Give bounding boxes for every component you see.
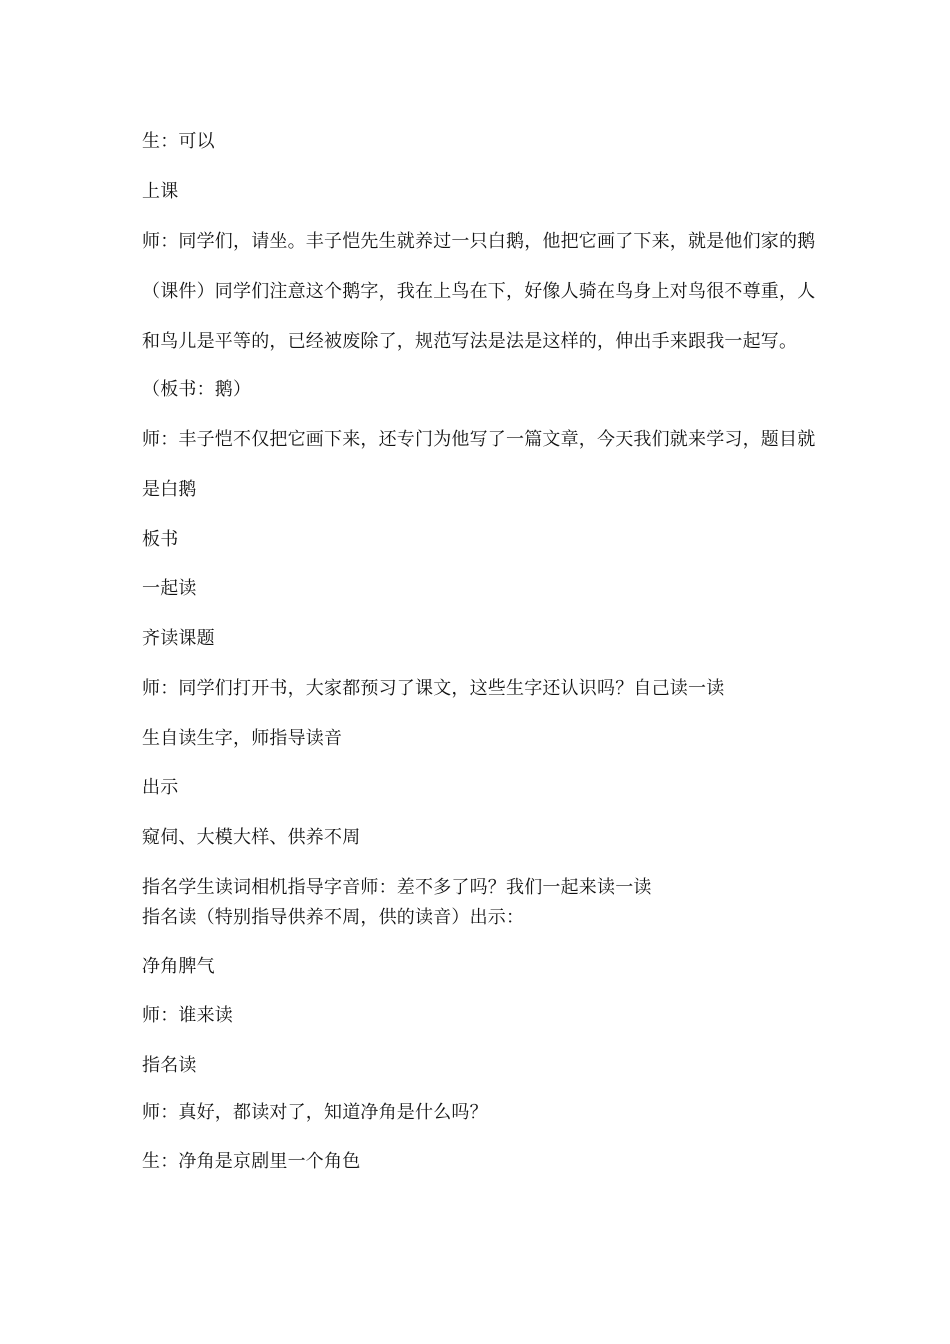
text-line: 是白鹅 (142, 479, 197, 500)
text-line: （课件）同学们注意这个鹅字，我在上鸟在下，好像人骑在鸟身上对鸟很不尊重，人 (142, 281, 816, 302)
text-line: 齐读课题 (142, 628, 215, 649)
text-line: 生自读生字，师指导读音 (142, 728, 343, 749)
text-line: 生：可以 (142, 131, 215, 152)
text-line: 上课 (142, 181, 179, 202)
text-line: 师：谁来读 (142, 1005, 233, 1026)
text-line: 指名读（特别指导供养不周，供的读音）出示： (142, 907, 525, 928)
text-line: 出示 (142, 777, 179, 798)
text-line: 师：同学们，请坐。丰子恺先生就养过一只白鹅，他把它画了下来，就是他们家的鹅 (142, 231, 816, 252)
text-line: 板书 (142, 529, 179, 550)
text-line: 指名学生读词相机指导字音师：差不多了吗？我们一起来读一读 (142, 877, 652, 898)
text-line: （板书：鹅） (142, 379, 252, 400)
text-line: 师：同学们打开书，大家都预习了课文，这些生字还认识吗？自己读一读 (142, 678, 725, 699)
text-line: 净角脾气 (142, 956, 215, 977)
text-line: 生：净角是京剧里一个角色 (142, 1151, 361, 1172)
text-line: 窥伺、大模大样、供养不周 (142, 827, 361, 848)
text-line: 和鸟儿是平等的，已经被废除了，规范写法是法是这样的，伸出手来跟我一起写。 (142, 331, 798, 352)
text-line: 一起读 (142, 578, 197, 599)
text-line: 师：丰子恺不仅把它画下来，还专门为他写了一篇文章，今天我们就来学习，题目就 (142, 429, 816, 450)
text-line: 指名读 (142, 1055, 197, 1076)
text-line: 师：真好，都读对了，知道净角是什么吗？ (142, 1102, 488, 1123)
